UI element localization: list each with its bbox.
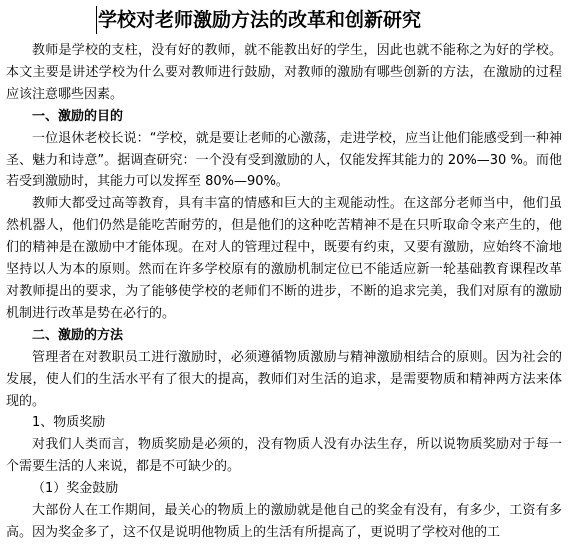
document-body — [6, 40, 562, 544]
paragraph-quote: 一位退休老校长说：“学校，就是要让老师的心激荡，走进学校，应当让他们能感受到一种神圣、魅力和诗意”。据调查研究：一个没有受到激励的人，仅能发挥其能力的 20%—30 %。而他若受到激励时，其能力可以发挥至 80%—90%。 — [6, 130, 562, 190]
document-title: 学校对老师激励方法的改革和创新研究 — [98, 9, 422, 31]
paragraph-bonus: 大部份人在工作期间，最关心的物质上的激励就是他自己的奖金有没有，有多少，工资有多高。因为奖金多了，这不仅是说明他物质上的生活有所提高了，更说明了学校对他的工 — [6, 503, 562, 540]
paragraph-methods: 管理者在对教职员工进行激励时，必须遵循物质激励与精神激励相结合的原则。因为社会的发展，使人们的生活水平有了很大的提高，教师们对生活的追求，是需要物质和精神两方法来体现的。 — [6, 349, 562, 409]
subheading-material-reward: 1、物质奖励 — [32, 415, 106, 431]
text-cursor — [96, 6, 97, 34]
paragraph-material-reward: 对我们人类而言，物质奖励是必须的，没有物质人没有办法生存，所以说物质奖励对于每一个需要生活的人来说，都是不可缺少的。 — [6, 437, 562, 475]
paragraph-intro: 教师是学校的支柱，没有好的教师，就不能教出好的学生，因此也就不能称之为好的学校。本文主要是讲述学校为什么要对教师进行鼓励，对教师的激励有哪些创新的方法，在激励的过程应该注意哪些因素。 — [6, 43, 562, 102]
paragraph-teachers: 教师大都受过高等教育，具有丰富的情感和巨大的主观能动性。在这部分老师当中，他们虽然机器人，他们仍然是能吃苦耐劳的，但是他们的这种吃苦精神不是在只听取命令来产生的，他们的精神是在激励中才能体现。在对人的管理过程中，既要有约束，又要有激励，应始终不渝地坚持以人为本的原则。然而在许多学校原有的激励机制定位已不能适应新一轮基础教育课程改革对教师提出的要求，为了能够使学校的老师们不断的进步，不断的追求完美，我们对原有的激励机制进行改革是势在必行的。 — [6, 196, 562, 321]
section-heading-methods: 二、激励的方法 — [32, 327, 124, 343]
subheading-bonus: （1）奖金鼓励 — [32, 481, 119, 497]
section-heading-purpose: 一、激励的目的 — [32, 108, 124, 124]
